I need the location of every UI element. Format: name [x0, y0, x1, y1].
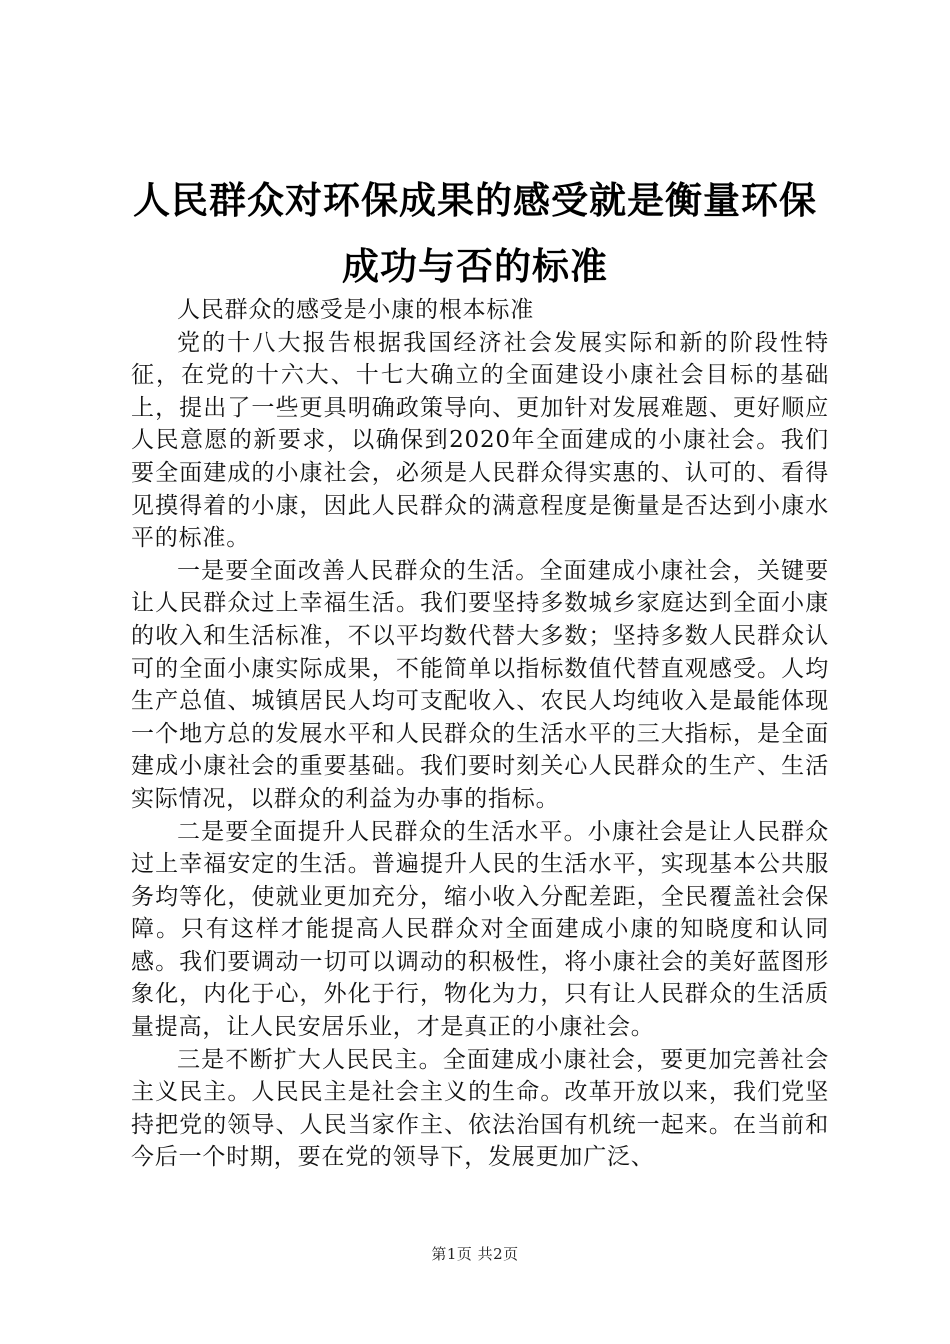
document-body — [131, 294, 829, 1174]
paragraph: 党的十八大报告根据我国经济社会发展实际和新的阶段性特征，在党的十六大、十七大确立的全面建设小康社会目标的基础上，提出了一些更具明确政策导向、更加针对发展难题、更好顺应人民意愿的新要求，以确保到2020年全面建成的小康社会。我们要全面建成的小康社会，必须是人民群众得实惠的、认可的、看得见摸得着的小康，因此人民群众的满意程度是衡量是否达到小康水平的标准。 — [131, 329, 829, 552]
paragraph: 一是要全面改善人民群众的生活。全面建成小康社会，关键要让人民群众过上幸福生活。我们要坚持多数城乡家庭达到全面小康的收入和生活标准，不以平均数代替大多数；坚持多数人民群众认可的全面小康实际成果，不能简单以指标数值代替直观感受。人均生产总值、城镇居民人均可支配收入、农民人均纯收入是最能体现一个地方总的发展水平和人民群众的生活水平的三大指标，是全面建成小康社会的重要基础。我们要时刻关心人民群众的生产、生活实际情况，以群众的利益为办事的指标。 — [131, 557, 829, 812]
section-heading: 人民群众的感受是小康的根本标准 — [177, 297, 534, 323]
page-number-footer: 第1页 共2页 — [431, 1245, 519, 1263]
document-title: 人民群众对环保成果的感受就是衡量环保成功与否的标准 — [133, 179, 817, 288]
paragraph: 二是要全面提升人民群众的生活水平。小康社会是让人民群众过上幸福安定的生活。普遍提升人民的生活水平，实现基本公共服务均等化，使就业更加充分，缩小收入分配差距，全民覆盖社会保障。只有这样才能提高人民群众对全面建成小康的知晓度和认同感。我们要调动一切可以调动的积极性，将小康社会的美好蓝图形象化，内化于心，外化于行，物化为力，只有让人民群众的生活质量提高，让人民安居乐业，才是真正的小康社会。 — [131, 818, 829, 1041]
paragraph: 三是不断扩大人民民主。全面建成小康社会，要更加完善社会主义民主。人民民主是社会主义的生命。改革开放以来，我们党坚持把党的领导、人民当家作主、依法治国有机统一起来。在当前和今后一个时期，要在党的领导下，发展更加广泛、 — [131, 1046, 829, 1171]
